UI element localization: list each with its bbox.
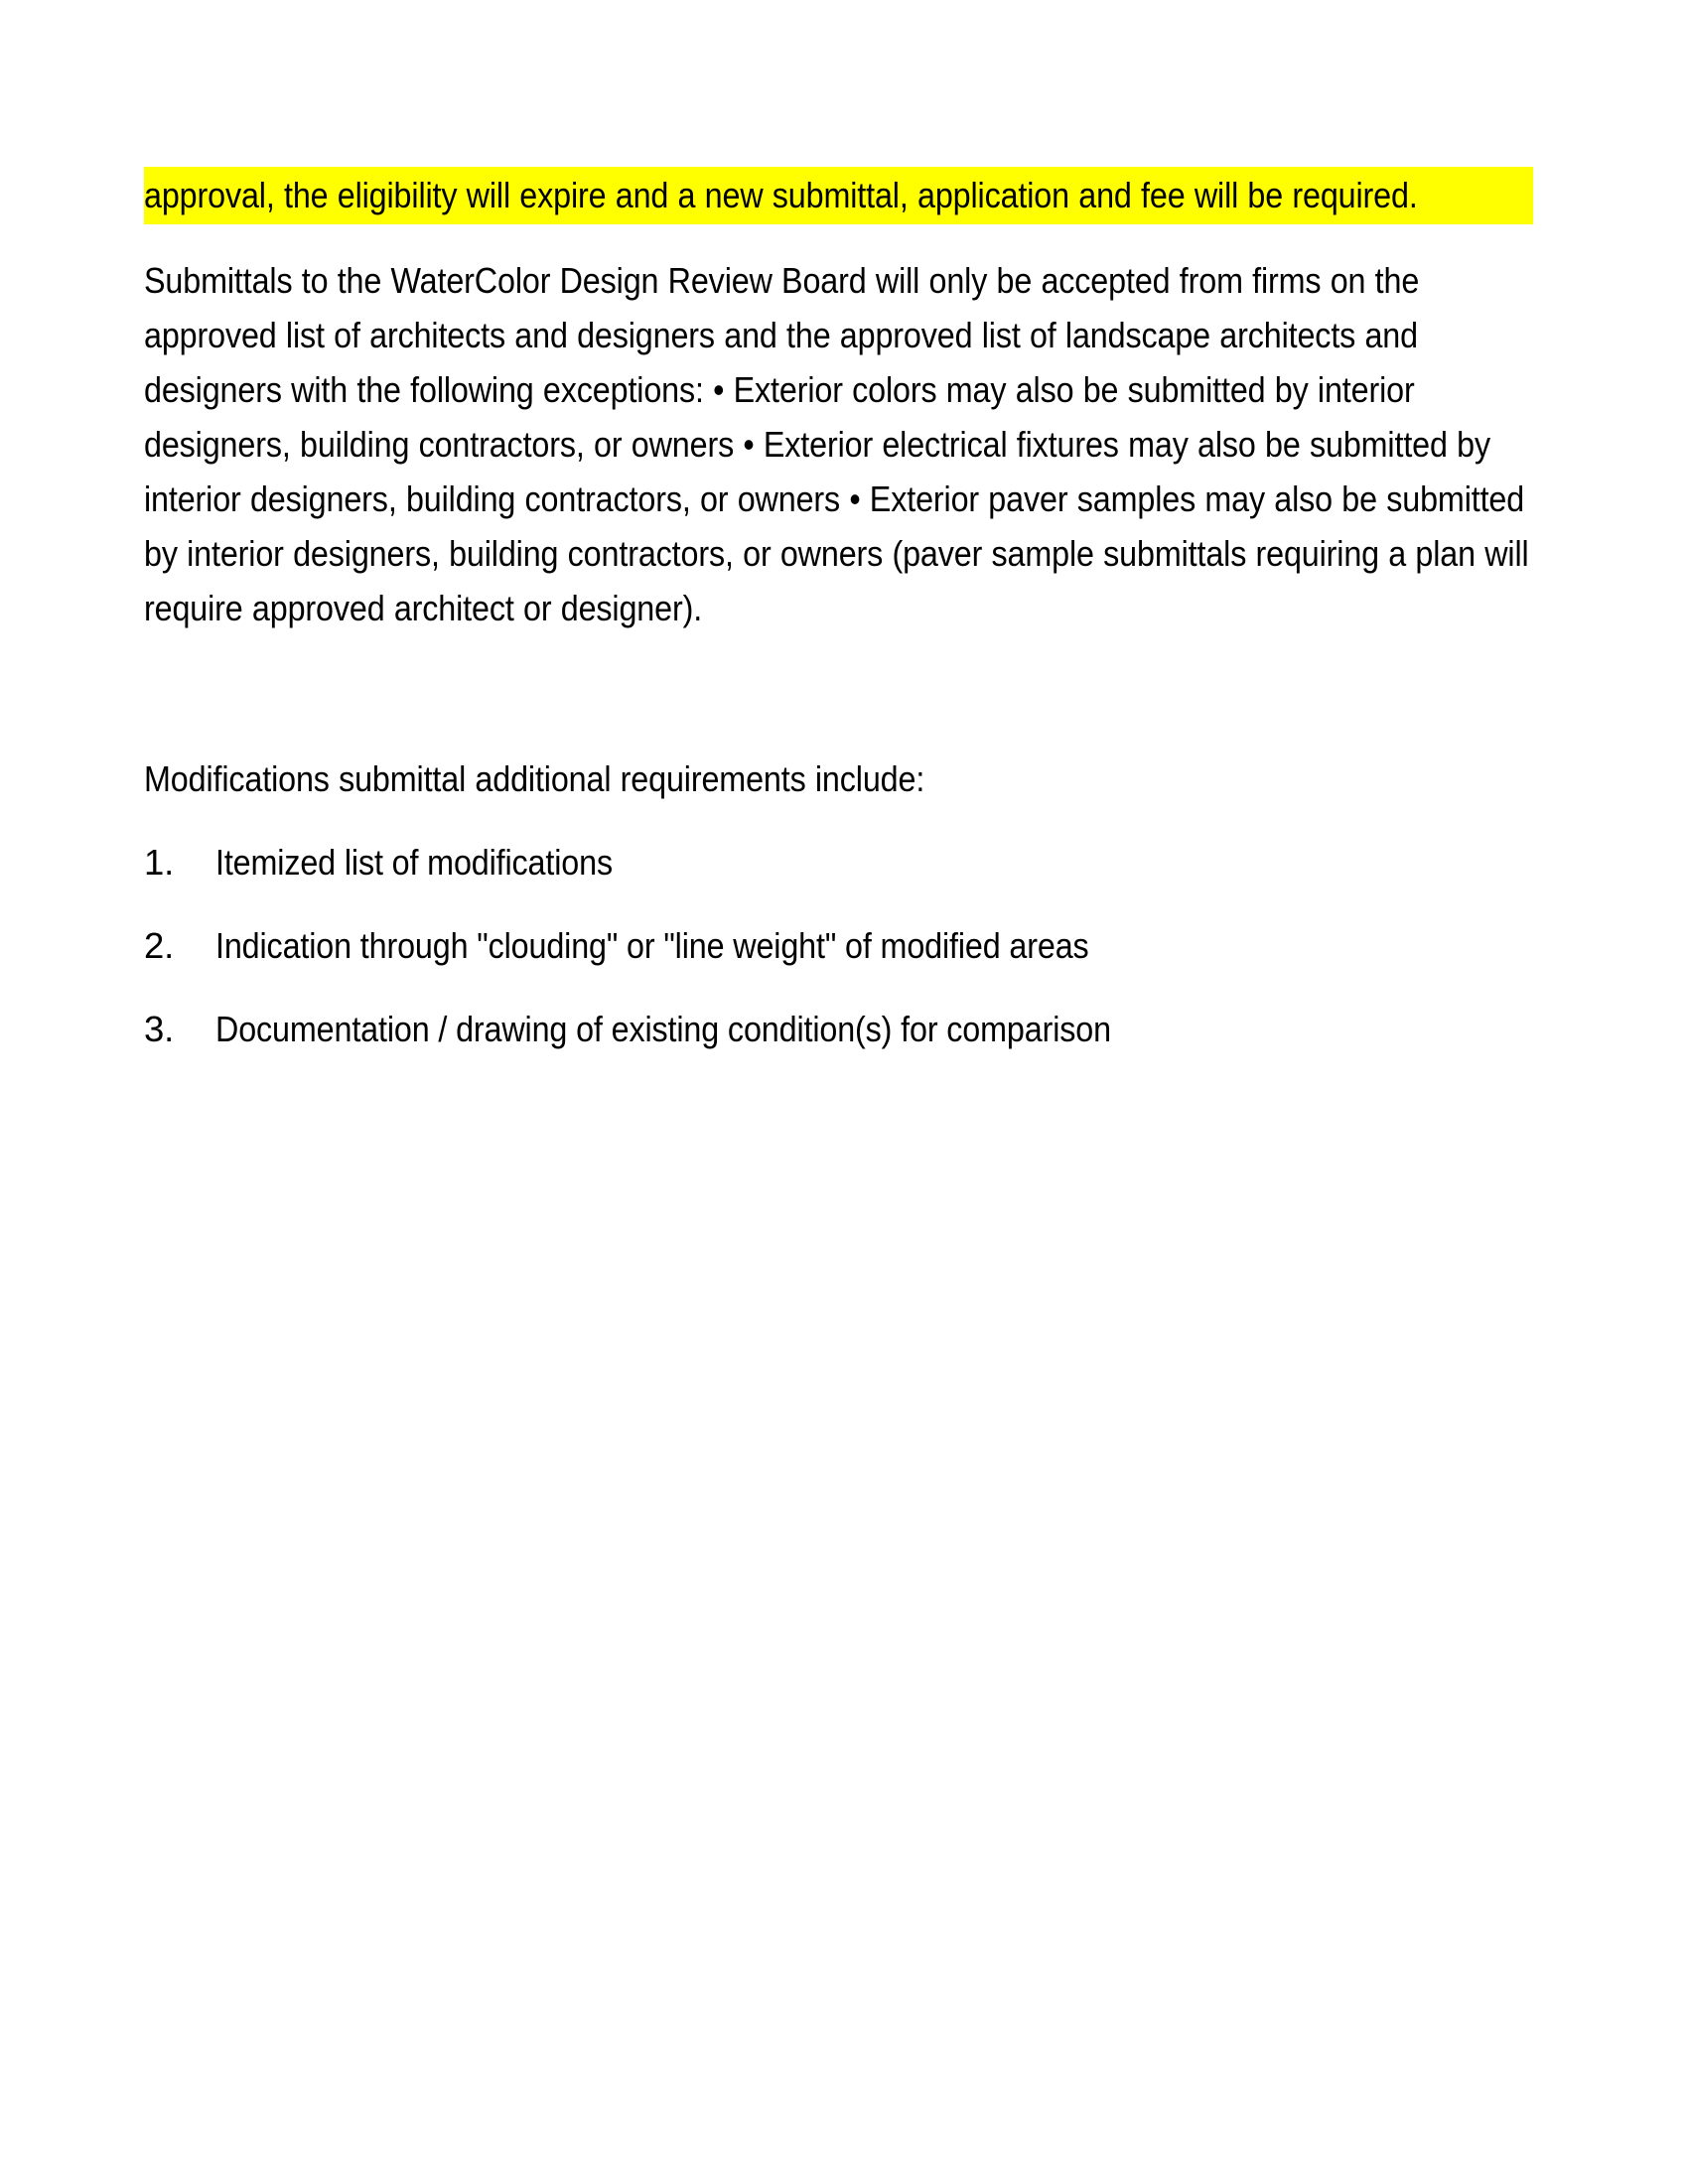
list-item xyxy=(144,918,1534,973)
highlighted-paragraph xyxy=(144,167,1534,224)
list-item-number: 1. xyxy=(144,842,175,883)
body-paragraph-text: Submittals to the WaterColor Design Review Board will only be accepted from firms on the approved list of architects and designers and the approved list of landscape architects and designers with the following exceptions: • Exterior colors may also be submitted by interior designers, building contractors, or owners • Exterior electrical fixtures may also be submitted by interior designers, building contractors, or owners • Exterior paver samples may also be submitted by interior designers, building contractors, or owners (paver sample submittals requiring a plan will require approved architect or designer). xyxy=(144,260,1529,628)
list-item-label: Indication through "clouding" or "line weight" of modified areas xyxy=(215,925,1089,966)
highlighted-text: approval, the eligibility will expire and a new submittal, application and fee will be required. xyxy=(144,167,1533,224)
paragraph-spacer-2 xyxy=(144,635,1534,751)
list-heading-text: Modifications submittal additional requirements include: xyxy=(144,758,925,799)
document-body xyxy=(144,167,1534,1085)
paragraph-spacer-1 xyxy=(144,224,1534,253)
body-paragraph xyxy=(144,253,1534,635)
numbered-list xyxy=(144,835,1534,1056)
list-item-label: Documentation / drawing of existing condition(s) for comparison xyxy=(215,1009,1111,1049)
list-heading xyxy=(144,751,1534,806)
list-item xyxy=(144,1002,1534,1056)
list-item-number: 2. xyxy=(144,925,175,966)
paragraph-spacer-3 xyxy=(144,806,1534,835)
list-item xyxy=(144,835,1534,889)
list-item-label: Itemized list of modifications xyxy=(215,842,613,883)
list-item-number: 3. xyxy=(144,1009,175,1049)
